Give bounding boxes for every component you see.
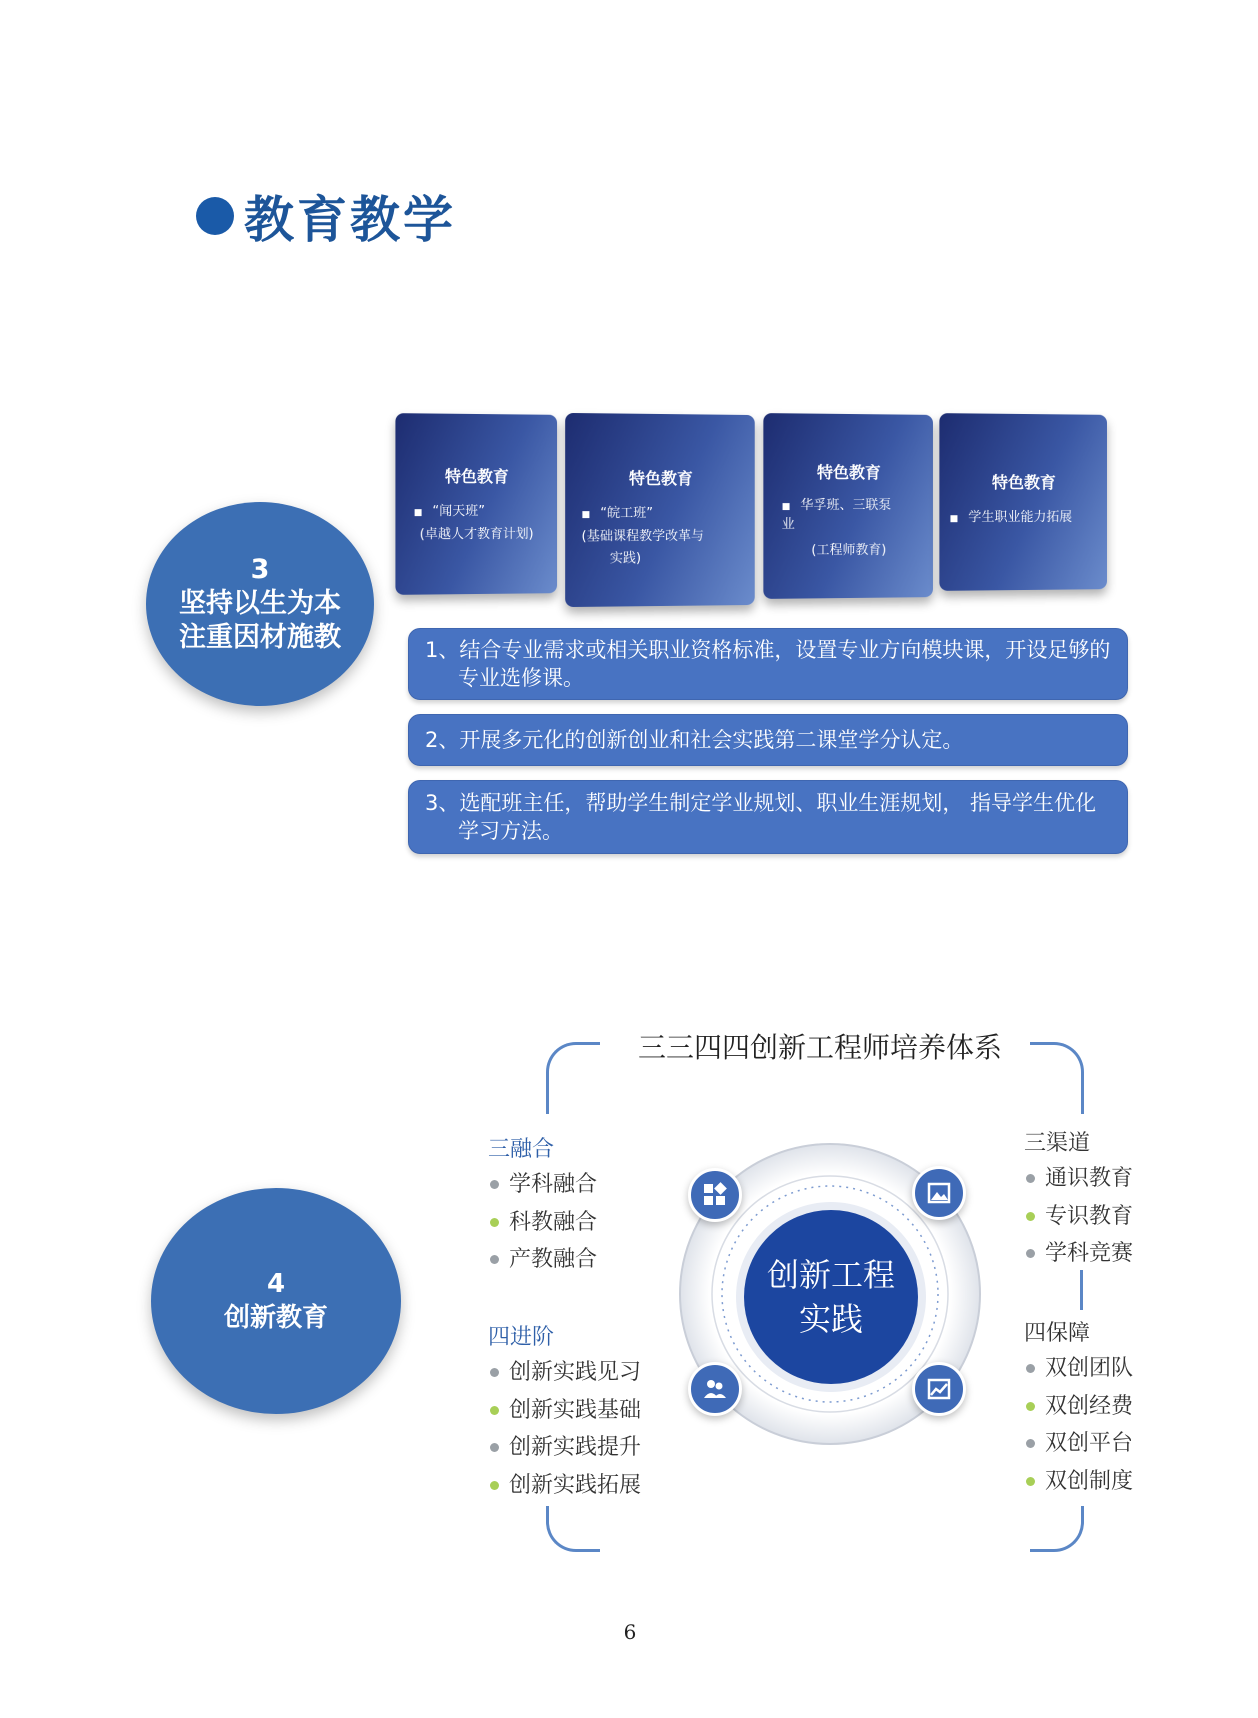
list-item: 创新实践拓展 [490, 1467, 641, 1505]
card-title: 特色教育 [991, 472, 1056, 493]
bullet-icon [1026, 1477, 1035, 1486]
pillar3-item-text: 2、开展多元化的创新创业和社会实践第二课堂学分认定。 [425, 728, 964, 752]
card-line: 实践) [609, 551, 642, 567]
bullet-icon [1026, 1212, 1035, 1221]
bullet-icon [490, 1255, 499, 1264]
pillar4-circle [151, 1188, 401, 1414]
right-list-2 [1026, 1350, 1133, 1500]
pillar4-number: 4 [266, 1269, 286, 1299]
hub-center-line2: 实践 [798, 1300, 863, 1338]
heading-dot-icon [196, 197, 234, 235]
pillar4-label: 创新教育 [223, 1303, 328, 1333]
square-bullet-icon: ■ [781, 501, 791, 513]
list-item: 科教融合 [490, 1204, 597, 1242]
bracket-top-right [1030, 1042, 1084, 1114]
square-bullet-icon: ■ [949, 514, 959, 525]
bullet-icon [1026, 1402, 1035, 1411]
card-line: (基础课程教学改革与 [581, 528, 704, 545]
list-item: 双创团队 [1026, 1350, 1133, 1388]
pillar3-line1: 坚持以生为本 [179, 588, 341, 619]
list-item: 双创制度 [1026, 1463, 1133, 1501]
hub-center [744, 1210, 918, 1384]
bracket-bottom-left [546, 1506, 600, 1552]
pillar3-item-3 [408, 780, 1128, 854]
square-bullet-icon: ■ [581, 510, 591, 521]
bullet-icon [1026, 1174, 1035, 1183]
list-item: 双创平台 [1026, 1425, 1133, 1463]
pillar3-circle [146, 502, 374, 706]
section-heading [196, 180, 456, 252]
card-title: 特色教育 [628, 468, 693, 489]
card-line: (工程师教育) [811, 542, 887, 559]
list-item: 创新实践提升 [490, 1429, 641, 1467]
pillar3-number: 3 [250, 554, 270, 585]
left-list-1 [490, 1166, 597, 1279]
card-line: 华孚班、三联泵 [800, 497, 892, 514]
card-title: 特色教育 [444, 466, 509, 487]
list-item: 通识教育 [1026, 1160, 1133, 1198]
bullet-icon [1026, 1439, 1035, 1448]
card-line: “皖工班” [600, 505, 654, 522]
system-title: 三三四四创新工程师培养体系 [637, 1031, 1002, 1064]
list-item: 学科竞赛 [1026, 1235, 1133, 1273]
hub-center-line1: 创新工程 [766, 1256, 895, 1294]
bullet-icon [1026, 1249, 1035, 1258]
feature-card-2 [565, 413, 755, 607]
bracket-top-left [546, 1042, 600, 1114]
feature-card-3 [763, 413, 933, 599]
list-item: 产教融合 [490, 1241, 597, 1279]
bullet-icon [490, 1368, 499, 1377]
square-bullet-icon: ■ [413, 508, 423, 519]
section-title: 教育教学 [244, 190, 456, 249]
feature-card-4 [939, 413, 1107, 591]
card-line: 业 [781, 517, 795, 533]
group-title-si-baozhang: 四保障 [1024, 1321, 1091, 1346]
bullet-icon [1026, 1364, 1035, 1373]
chart-icon [912, 1362, 966, 1416]
pillar3-item-2 [408, 714, 1128, 766]
group-title-si-jinjie: 四进阶 [488, 1325, 555, 1350]
group-title-san-qudao: 三渠道 [1024, 1131, 1091, 1156]
right-list-1 [1026, 1160, 1133, 1273]
bracket-right-mid [1080, 1270, 1083, 1310]
bracket-bottom-right [1030, 1506, 1084, 1552]
bullet-icon [490, 1443, 499, 1452]
left-list-2 [490, 1354, 641, 1504]
list-item: 学科融合 [490, 1166, 597, 1204]
puzzle-icon [688, 1168, 742, 1222]
bullet-icon [490, 1218, 499, 1227]
list-item: 专识教育 [1026, 1198, 1133, 1236]
pillar3-item-1 [408, 628, 1128, 700]
list-item: 双创经费 [1026, 1388, 1133, 1426]
bullet-icon [490, 1406, 499, 1415]
people-icon [688, 1362, 742, 1416]
bullet-icon [490, 1180, 499, 1189]
group-title-san-ronghe: 三融合 [488, 1137, 555, 1162]
card-line: “闻天班” [432, 504, 485, 520]
pillar3-item-text: 1、结合专业需求或相关职业资格标准，设置专业方向模块课，开设足够的专业选修课。 [425, 638, 1111, 690]
photo-icon [912, 1166, 966, 1220]
card-line: 学生职业能力拓展 [968, 509, 1073, 526]
pillar3-item-text: 3、选配班主任，帮助学生制定学业规划、职业生涯规划， 指导学生优化学习方法。 [425, 791, 1097, 843]
list-item: 创新实践见习 [490, 1354, 641, 1392]
pillar3-line2: 注重因材施教 [179, 622, 341, 653]
list-item: 创新实践基础 [490, 1392, 641, 1430]
card-title: 特色教育 [816, 462, 881, 483]
page-number: 6 [623, 1620, 637, 1644]
bullet-icon [490, 1481, 499, 1490]
card-line: (卓越人才教育计划) [419, 526, 534, 543]
feature-card-1 [395, 413, 557, 595]
